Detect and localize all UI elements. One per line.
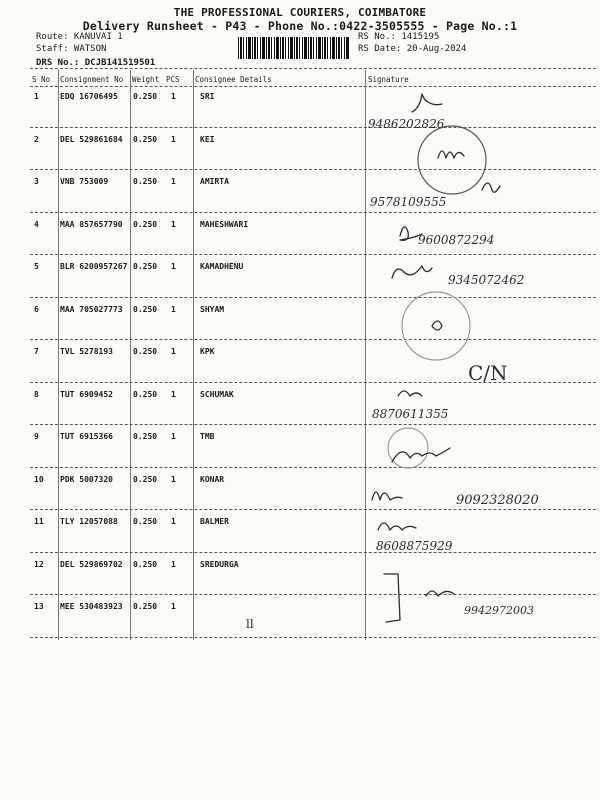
row-divider <box>30 509 596 510</box>
row-divider <box>30 594 596 595</box>
row-consignee: KPK <box>200 347 215 356</box>
col-signature: Signature <box>368 75 409 84</box>
row-consignee: SCHUMAK <box>200 389 234 399</box>
row-consignment-no: DEL 529861684 <box>60 134 123 144</box>
table-header-rule <box>30 86 596 87</box>
row-pcs: 1 <box>171 389 176 399</box>
handwritten-phone-row4: 9600872294 <box>418 233 495 247</box>
handwritten-phone-row5: 9345072462 <box>448 273 525 287</box>
handwritten-mark-row13: ll <box>246 617 254 631</box>
row-sno: 6 <box>34 304 39 314</box>
signature-scribble <box>432 321 442 330</box>
row-consignee: BALMER <box>200 517 229 526</box>
row-consignee: KEI <box>200 134 215 144</box>
handwritten-phone-row8: 8870611355 <box>372 407 449 421</box>
row-weight: 0.250 <box>133 559 158 569</box>
row-weight: 0.250 <box>133 432 158 441</box>
signature-scribble <box>372 492 402 500</box>
row-pcs: 1 <box>171 474 176 484</box>
row-consignment-no: TLY 12057088 <box>60 517 118 526</box>
company-title: THE PROFESSIONAL COURIERS, COIMBATORE <box>173 6 427 19</box>
signature-scribble <box>384 574 400 622</box>
row-consignee: KONAR <box>200 474 225 484</box>
runsheet-subtitle: Delivery Runsheet - P43 - Phone No.:0422-3505555 - Page No.:1 <box>82 19 518 33</box>
row-sno: 5 <box>34 262 39 271</box>
row-divider <box>30 467 596 468</box>
handwritten-phone-row13: 9942972003 <box>464 604 534 617</box>
row-weight: 0.250 <box>133 134 158 144</box>
row-weight: 0.250 <box>133 474 158 484</box>
row-divider <box>30 424 596 425</box>
row-weight: 0.250 <box>133 347 158 356</box>
row-divider <box>30 212 596 213</box>
row-divider <box>30 169 596 170</box>
row-consignee: MAHESHWARI <box>200 219 249 229</box>
col-weight: Weight <box>132 75 160 84</box>
row-sno: 8 <box>34 389 39 399</box>
row-sno: 3 <box>34 177 39 186</box>
row-pcs: 1 <box>171 602 176 611</box>
row-sno: 13 <box>34 602 44 611</box>
row-weight: 0.250 <box>133 517 158 526</box>
col-pcs: PCS <box>166 75 180 84</box>
handwritten-phone-row10: 9092328020 <box>456 493 539 508</box>
row-weight: 0.250 <box>133 304 158 314</box>
company-stamp <box>388 428 428 468</box>
runsheet-barcode <box>238 37 350 59</box>
row-pcs: 1 <box>171 177 176 186</box>
row-sno: 2 <box>34 134 39 144</box>
row-sno: 7 <box>34 347 39 356</box>
signature-scribble <box>398 391 422 396</box>
signature-scribble <box>392 448 450 462</box>
row-pcs: 1 <box>171 219 176 229</box>
row-consignee: SREDURGA <box>200 559 239 569</box>
row-consignee: TMB <box>200 432 215 441</box>
col-divider <box>365 70 366 640</box>
row-divider <box>30 127 596 128</box>
signature-scribble <box>400 227 422 240</box>
handwritten-phone-row1: 9486202826 <box>368 117 445 131</box>
drs-number: DRS No.: DCJB141519501 <box>36 58 156 68</box>
col-divider <box>58 70 59 640</box>
row-pcs: 1 <box>171 134 176 144</box>
row-sno: 1 <box>34 92 39 101</box>
staff-label: Staff: WATSON <box>36 44 107 54</box>
row-sno: 11 <box>34 517 44 526</box>
row-consignment-no: VNB 753009 <box>60 177 109 186</box>
row-weight: 0.250 <box>133 389 158 399</box>
row-consignment-no: PDK 5007320 <box>60 474 113 484</box>
rs-number: RS No.: 1415195 <box>358 32 440 42</box>
row-consignment-no: TUT 6909452 <box>60 389 113 399</box>
row-consignee: SRI <box>200 92 215 101</box>
signature-scribble <box>392 266 432 278</box>
row-divider <box>30 552 596 553</box>
col-divider <box>193 70 194 640</box>
row-weight: 0.250 <box>133 262 158 271</box>
row-weight: 0.250 <box>133 219 158 229</box>
row-sno: 10 <box>34 474 44 484</box>
row-consignment-no: MAA 705027773 <box>60 304 123 314</box>
row-pcs: 1 <box>171 347 176 356</box>
row-pcs: 1 <box>171 262 176 271</box>
handwritten-phone-row3: 9578109555 <box>370 195 447 209</box>
row-weight: 0.250 <box>133 177 158 186</box>
row-sno: 12 <box>34 559 44 569</box>
row-pcs: 1 <box>171 304 176 314</box>
col-consignment: Consignment No <box>60 75 124 84</box>
row-consignment-no: EDQ 16706495 <box>60 92 118 101</box>
row-weight: 0.250 <box>133 92 158 101</box>
row-consignment-no: DEL 529869702 <box>60 559 123 569</box>
route-label: Route: KANUVAI 1 <box>36 32 123 42</box>
col-consignee: Consignee Details <box>195 75 272 84</box>
row-divider <box>30 637 596 638</box>
signature-scribble <box>482 183 500 192</box>
row-consignee: AMIRTA <box>200 177 229 186</box>
row-divider <box>30 254 596 255</box>
row-consignment-no: MEE 530483923 <box>60 602 123 611</box>
row-divider <box>30 382 596 383</box>
row-divider <box>30 339 596 340</box>
row-consignment-no: BLR 6200957267 <box>60 262 128 271</box>
row-consignment-no: TVL 5278193 <box>60 347 113 356</box>
signature-scribble <box>412 94 442 112</box>
row-consignee: KAMADHENU <box>200 262 244 271</box>
company-stamp <box>402 292 470 360</box>
signature-scribble <box>438 151 464 158</box>
row-sno: 4 <box>34 219 39 229</box>
row-sno: 9 <box>34 432 39 441</box>
signature-scribble <box>378 523 416 530</box>
table-top-rule <box>30 68 596 69</box>
row-weight: 0.250 <box>133 602 158 611</box>
company-stamp <box>418 126 486 194</box>
row-pcs: 1 <box>171 517 176 526</box>
col-divider <box>130 70 131 640</box>
row-consignment-no: MAA 857657790 <box>60 219 123 229</box>
row-pcs: 1 <box>171 559 176 569</box>
row-divider <box>30 297 596 298</box>
row-pcs: 1 <box>171 432 176 441</box>
row-consignee: SHYAM <box>200 304 225 314</box>
handwritten-note-row7: C/N <box>468 361 508 385</box>
row-pcs: 1 <box>171 92 176 101</box>
handwritten-phone-row11: 8608875929 <box>376 539 453 553</box>
row-consignment-no: TUT 6915366 <box>60 432 113 441</box>
rs-date: RS Date: 20-Aug-2024 <box>358 44 467 54</box>
col-sno: S No <box>32 75 51 84</box>
